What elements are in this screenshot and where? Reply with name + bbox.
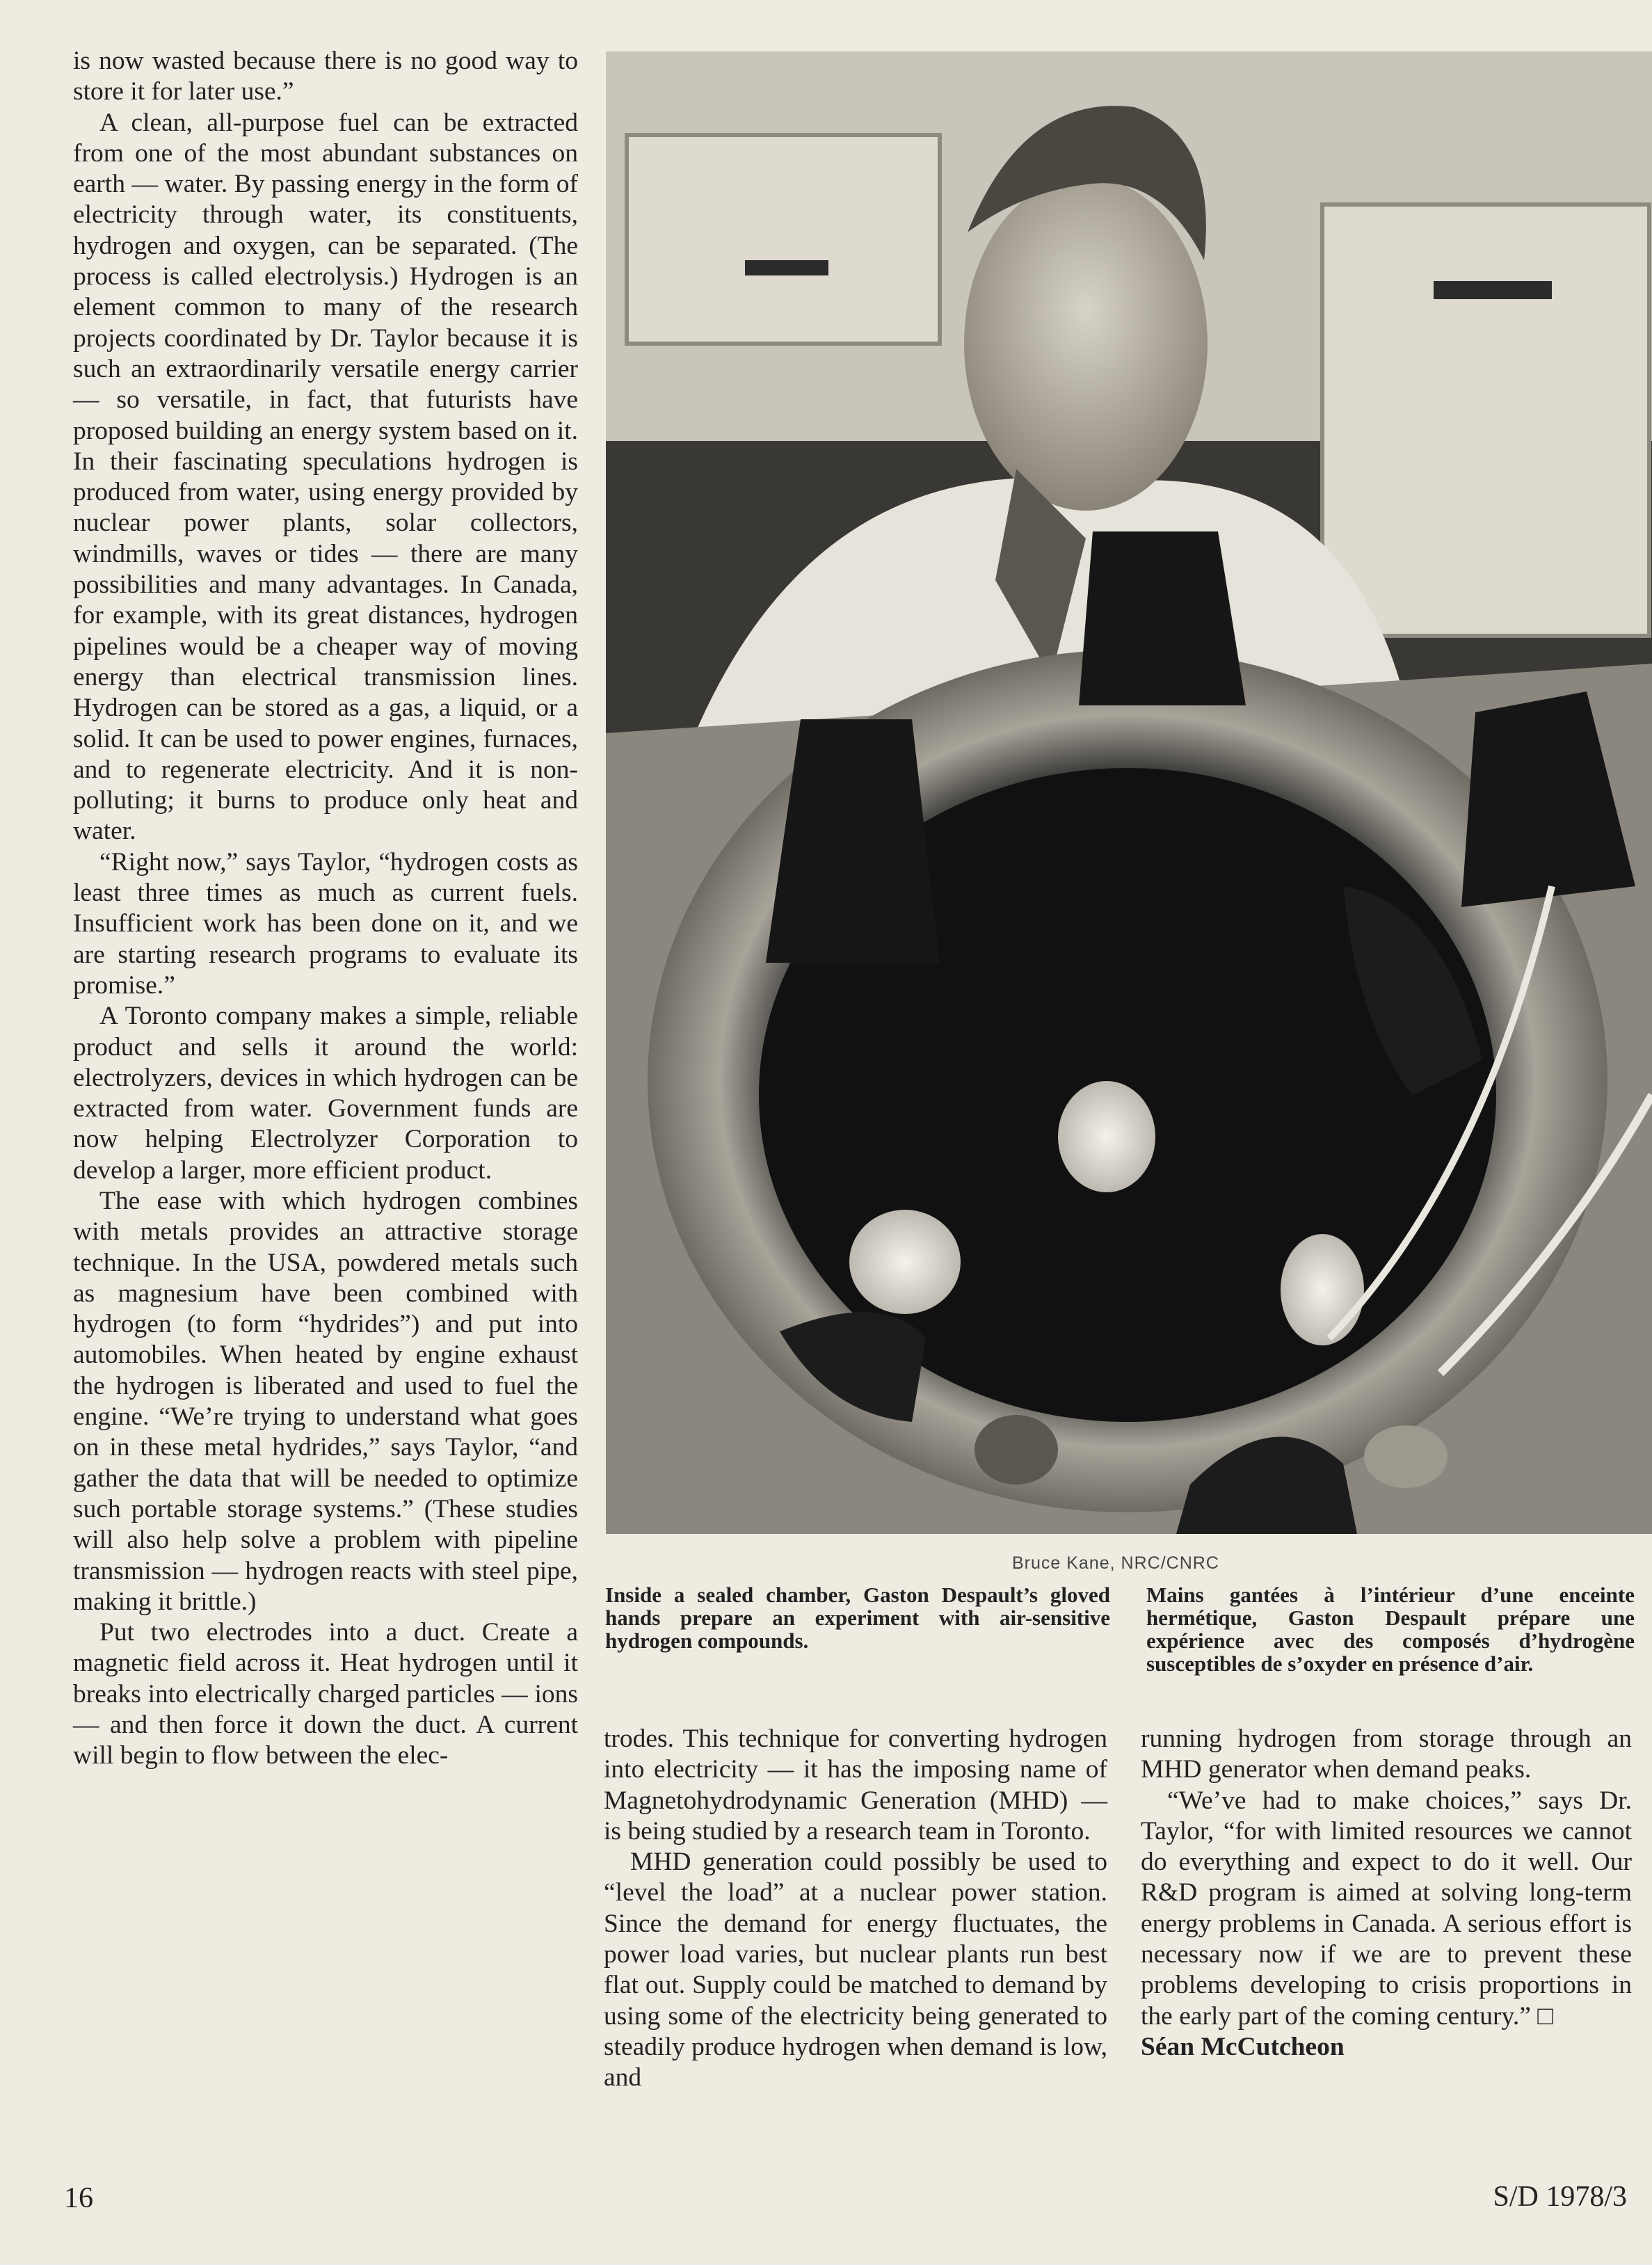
page-number: 16 <box>64 2182 93 2214</box>
issue-label: S/D 1978/3 <box>1493 2181 1627 2213</box>
article-column-left <box>73 46 578 1772</box>
paragraph: A clean, all-purpose fuel can be extracted from one of the most abundant substances on earth — water. By passing energy in the form of electricity through water, its constituents, hydrogen and oxygen, can be separated. (The process is called electrolysis.) Hydrogen is an element common to many of the research projects coordinated by Dr. Taylor because it is such an extraordinarily versatile energy carrier — so versatile, in fact, that futurists have proposed building an energy system based on it. In their fascinating speculations hydrogen is produced from water, using energy provided by nuclear power plants, solar collectors, windmills, waves or tides — there are many possibilities and many advantages. In Canada, for example, with its great distances, hydrogen pipelines would be a cheaper way of moving energy than electrical transmission lines. Hydrogen can be stored as a gas, a liquid, or a solid. It can be used to power engines, furnaces, and to regenerate electricity. And it is non-polluting; it burns to produce only heat and water. <box>73 108 578 846</box>
article-column-middle <box>604 1724 1107 2094</box>
paragraph: “Right now,” says Taylor, “hydrogen costs as least three times as much as current fuels. Insufficient work has been done on it, and we are starting research programs to evaluate its promise.” <box>73 847 578 1000</box>
paragraph: running hydrogen from storage through an MHD generator when demand peaks. <box>1141 1724 1632 1784</box>
caption-french: Mains gantées à l’intérieur d’une enceinte hermétique, Gaston Despault prépare une expérience avec des composés d’hydrogène susceptibles de s’oxyder en présence d’air. <box>1146 1583 1635 1676</box>
author-byline: Séan McCutcheon <box>1141 2032 1345 2061</box>
paragraph: trodes. This technique for converting hydrogen into electricity — it has the imposing name of Magnetohydrodynamic Generation (MHD) — is being studied by a research team in Toronto. <box>604 1724 1107 1846</box>
article-column-right <box>1141 1724 1632 2063</box>
photo-illustration <box>606 51 1652 1534</box>
paragraph: Put two electrodes into a duct. Create a magnetic field across it. Heat hydrogen until it breaks into electrically charged particles — ions — and then force it down the duct. A current will begin to flow between the elec- <box>73 1618 578 1770</box>
paragraph: The ease with which hydrogen combines with metals provides an attractive storage technique. In the USA, powdered metals such as magnesium have been combined with hydrogen (to form “hydrides”) and put into automobiles. When heated by engine exhaust the hydrogen is liberated and used to fuel the engine. “We’re trying to understand what goes on in these metal hydrides,” says Taylor, “and gather the data that will be needed to optimize such portable storage systems.” (These studies will also help solve a problem with pipeline transmission — hydrogen reacts with steel pipe, making it brittle.) <box>73 1186 578 1616</box>
paragraph: “We’ve had to make choices,” says Dr. Taylor, “for with limited resources we cannot do everything and expect to do it well. Our R&D program is aimed at solving long-term energy problems in Canada. A serious effort is necessary now if we are to prevent these problems developing to crisis proportions in the early part of the coming century.” □ <box>1141 1786 1632 2031</box>
paragraph: A Toronto company makes a simple, reliable product and sells it around the world: electrolyzers, devices in which hydrogen can be extracted from water. Government funds are now helping Electrolyzer Corporation to develop a larger, more efficient product. <box>73 1002 578 1185</box>
article-photo <box>606 51 1652 1534</box>
caption-english: Inside a sealed chamber, Gaston Despault’s gloved hands prepare an experiment with air-sensitive hydrogen compounds. <box>605 1583 1110 1653</box>
paragraph: MHD generation could possibly be used to “level the load” at a nuclear power station. Since the demand for energy fluctuates, the power load varies, but nuclear plants run best flat out. Supply could be matched to demand by using some of the electricity being generated to steadily produce hydrogen when demand is low, and <box>604 1848 1107 2092</box>
paragraph: is now wasted because there is no good way to store it for later use.” <box>73 47 578 106</box>
photo-credit: Bruce Kane, NRC/CNRC <box>1012 1553 1219 1573</box>
